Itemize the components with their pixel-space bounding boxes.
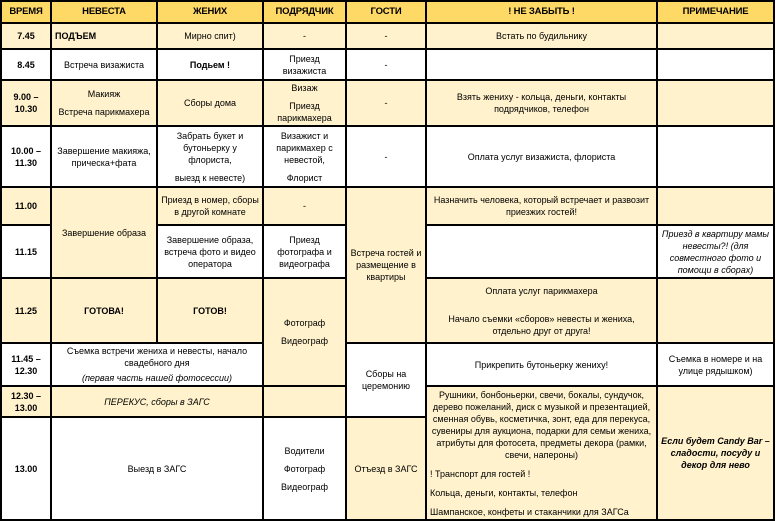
bride-cell — [51, 80, 157, 126]
note-cell: Если будет Candy Bar – сладости, посуду и декор для нево — [657, 386, 774, 520]
header-dont-forget: ! НЕ ЗАБЫТЬ ! — [426, 1, 657, 23]
header-time: ВРЕМЯ — [1, 1, 51, 23]
note-cell — [657, 23, 774, 49]
contractor-line: Видеограф — [281, 481, 328, 492]
guests-cell: Встреча гостей и размещение в квартиры — [346, 187, 426, 343]
bride-groom-cell: Выезд в ЗАГС — [51, 417, 263, 520]
guests-cell: - — [346, 23, 426, 49]
header-row — [1, 1, 774, 23]
contractor-cell — [263, 417, 346, 520]
dont-forget-line: Оплата услуг парикмахера — [485, 285, 598, 296]
bride-cell: ПОДЪЕМ — [51, 23, 157, 49]
header-contractor: ПОДРЯДЧИК — [263, 1, 346, 23]
dont-forget-cell: Оплата услуг визажиста, флориста — [426, 126, 657, 187]
bride-groom-cell — [51, 343, 263, 386]
header-guests: ГОСТИ — [346, 1, 426, 23]
table-row — [1, 23, 774, 49]
bride-cell: ГОТОВА! — [51, 278, 157, 343]
bride-cell: Завершение образа — [51, 187, 157, 278]
contractor-line: Визажист и парикмахер с невестой, — [276, 130, 333, 165]
time-cell: 11.15 — [1, 225, 51, 278]
bride-groom-line: (первая часть нашей фотосессии) — [81, 373, 233, 383]
note-cell — [657, 80, 774, 126]
dont-forget-line: Шампанское, конфеты и стаканчики для ЗАГСа — [430, 506, 629, 517]
contractor-cell: Приезд фотографа и видеографа — [263, 225, 346, 278]
dont-forget-cell — [426, 49, 657, 80]
contractor-line: Водители — [284, 445, 325, 456]
contractor-line: Видеограф — [281, 336, 328, 346]
dont-forget-cell — [426, 225, 657, 278]
note-cell: Съемка в номере и на улице рядышком) — [657, 343, 774, 386]
note-cell — [657, 126, 774, 187]
dont-forget-cell: Встать по будильнику — [426, 23, 657, 49]
table-row — [1, 49, 774, 80]
time-cell: 10.00 – 11.30 — [1, 126, 51, 187]
guests-cell: - — [346, 49, 426, 80]
bride-line: Макияж — [87, 89, 121, 99]
note-cell — [657, 278, 774, 343]
groom-line: Забрать букет и бутоньерку у флориста, — [176, 130, 244, 165]
contractor-line: Фотограф — [283, 318, 326, 328]
groom-cell — [157, 126, 263, 187]
table-row — [1, 126, 774, 187]
dont-forget-line: Кольца, деньги, контакты, телефон — [430, 487, 578, 498]
contractor-cell — [263, 80, 346, 126]
guests-cell: Отъезд в ЗАГС — [346, 417, 426, 520]
header-note: ПРИМЕЧАНИЕ — [657, 1, 774, 23]
groom-cell: Приезд в номер, сборы в другой комнате — [157, 187, 263, 225]
dont-forget-cell: Прикрепить бутоньерку жениху! — [426, 343, 657, 386]
note-cell: Приезд в квартиру мамы невесты?! (для совместного фото и помощи в сборах) — [657, 225, 774, 278]
contractor-cell: - — [263, 187, 346, 225]
bride-cell: Завершение макияжа, прическа+фата — [51, 126, 157, 187]
contractor-cell — [263, 386, 346, 417]
guests-cell: - — [346, 126, 426, 187]
time-cell: 13.00 — [1, 417, 51, 520]
header-bride: НЕВЕСТА — [51, 1, 157, 23]
groom-cell: Завершение образа, встреча фото и видео оператора — [157, 225, 263, 278]
contractor-line: Приезд парикмахера — [277, 101, 332, 123]
note-cell — [657, 49, 774, 80]
time-cell: 11.00 — [1, 187, 51, 225]
time-cell: 9.00 – 10.30 — [1, 80, 51, 126]
bride-cell: Встреча визажиста — [51, 49, 157, 80]
groom-cell: Мирно спит) — [157, 23, 263, 49]
groom-cell: ГОТОВ! — [157, 278, 263, 343]
time-cell: 7.45 — [1, 23, 51, 49]
time-cell: 11.45 – 12.30 — [1, 343, 51, 386]
table-row — [1, 187, 774, 225]
table-row — [1, 343, 774, 386]
table-row — [1, 80, 774, 126]
groom-line: выезд к невесте) — [174, 172, 246, 183]
contractor-line: Флорист — [286, 172, 323, 183]
contractor-cell: Приезд визажиста — [263, 49, 346, 80]
contractor-cell — [263, 126, 346, 187]
guests-cell: - — [346, 80, 426, 126]
contractor-cell: - — [263, 23, 346, 49]
guests-cell: Сборы на церемонию — [346, 343, 426, 417]
time-cell: 8.45 — [1, 49, 51, 80]
time-cell: 11.25 — [1, 278, 51, 343]
dont-forget-cell — [426, 386, 657, 520]
time-cell: 12.30 – 13.00 — [1, 386, 51, 417]
dont-forget-cell: Назначить человека, который встречает и развозит приезжих гостей! — [426, 187, 657, 225]
contractor-line: Фотограф — [283, 463, 326, 474]
contractor-cell — [263, 278, 346, 386]
header-groom: ЖЕНИХ — [157, 1, 263, 23]
bride-groom-cell: ПЕРЕКУС, сборы в ЗАГС — [51, 386, 263, 417]
bride-groom-line: Съемка встречи жениха и невесты, начало свадебного дня — [66, 346, 248, 368]
contractor-line: Визаж — [291, 83, 318, 93]
bride-line: Встреча парикмахера — [58, 107, 150, 117]
dont-forget-line: Рушники, бонбоньерки, свечи, бокалы, сундучок, дерево пожеланий, диск с музыкой и презентацией, сменная обувь, косметичка, зонт, еда для перекуса, сувениры для аукциона, подарки для семьи жениха, атрибуты для фотосета, предметы декора (рамки, свечи, напероны) — [431, 389, 652, 460]
dont-forget-cell: Взять жениху - кольца, деньги, контакты подрядчиков, телефон — [426, 80, 657, 126]
note-cell — [657, 187, 774, 225]
groom-cell: Подьем ! — [157, 49, 263, 80]
dont-forget-line: ! Транспорт для гостей ! — [430, 468, 531, 479]
dont-forget-cell — [426, 278, 657, 343]
dont-forget-line: Начало съемки «сборов» невесты и жениха, отдельно друг от друга! — [448, 313, 635, 336]
groom-cell: Сборы дома — [157, 80, 263, 126]
